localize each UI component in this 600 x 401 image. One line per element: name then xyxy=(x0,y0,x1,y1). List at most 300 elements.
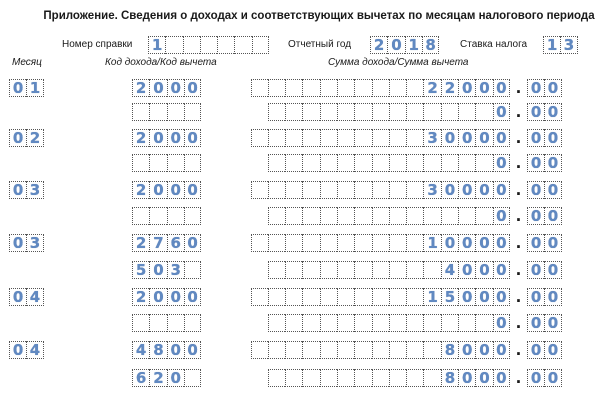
digit-cell: 0 xyxy=(184,181,201,199)
digit-cell: 0 xyxy=(527,369,544,387)
digit-cell: 7 xyxy=(149,234,166,252)
income-code-field xyxy=(132,129,201,147)
digit-cell: 0 xyxy=(493,154,510,172)
digit-cell: 0 xyxy=(527,207,544,225)
digit-cell: 0 xyxy=(184,288,201,306)
digit-cell xyxy=(302,79,319,97)
month-field xyxy=(9,288,44,306)
digit-cell xyxy=(354,369,371,387)
income-kopecks-field xyxy=(527,341,562,359)
digit-cell xyxy=(372,314,389,332)
digit-cell: 0 xyxy=(544,288,561,306)
digit-cell xyxy=(285,341,302,359)
tax-rate-label: Ставка налога xyxy=(460,39,528,50)
digit-cell xyxy=(149,314,166,332)
digit-cell xyxy=(475,207,492,225)
digit-cell xyxy=(406,181,423,199)
deduction-kopecks-field xyxy=(527,261,562,279)
digit-cell xyxy=(302,207,319,225)
income-amount-field xyxy=(251,79,510,97)
digit-cell xyxy=(268,129,285,147)
digit-cell: 0 xyxy=(475,369,492,387)
digit-cell: 8 xyxy=(422,36,439,54)
code-column-header: Код дохода/Код вычета xyxy=(105,57,217,68)
digit-cell xyxy=(302,181,319,199)
income-amount-field xyxy=(251,234,510,252)
digit-cell xyxy=(302,288,319,306)
deduction-code-field xyxy=(132,207,201,225)
digit-cell xyxy=(475,314,492,332)
digit-cell xyxy=(268,154,285,172)
digit-cell xyxy=(354,79,371,97)
income-row xyxy=(0,288,600,306)
digit-cell xyxy=(389,288,406,306)
digit-cell: 0 xyxy=(527,129,544,147)
digit-cell xyxy=(458,103,475,121)
digit-cell xyxy=(285,129,302,147)
digit-cell xyxy=(372,288,389,306)
digit-cell xyxy=(354,341,371,359)
digit-cell: 0 xyxy=(493,181,510,199)
digit-cell xyxy=(372,181,389,199)
deduction-row xyxy=(0,314,600,332)
digit-cell: 0 xyxy=(493,341,510,359)
digit-cell xyxy=(149,154,166,172)
digit-cell xyxy=(406,129,423,147)
digit-cell xyxy=(389,154,406,172)
digit-cell: 0 xyxy=(527,261,544,279)
digit-cell: 0 xyxy=(544,207,561,225)
deduction-amount-field xyxy=(268,314,510,332)
deduction-kopecks-field xyxy=(527,103,562,121)
digit-cell: 0 xyxy=(544,129,561,147)
digit-cell: 6 xyxy=(167,234,184,252)
digit-cell xyxy=(251,129,268,147)
digit-cell xyxy=(251,341,268,359)
digit-cell: 2 xyxy=(132,234,149,252)
digit-cell: 0 xyxy=(458,288,475,306)
deduction-code-field xyxy=(132,261,201,279)
decimal-point: . xyxy=(515,154,522,172)
digit-cell xyxy=(389,261,406,279)
digit-cell xyxy=(268,314,285,332)
digit-cell: 0 xyxy=(167,288,184,306)
digit-cell xyxy=(184,154,201,172)
digit-cell xyxy=(167,207,184,225)
digit-cell: 4 xyxy=(132,341,149,359)
digit-cell xyxy=(285,181,302,199)
digit-cell xyxy=(441,103,458,121)
digit-cell: 8 xyxy=(441,341,458,359)
digit-cell xyxy=(320,79,337,97)
digit-cell xyxy=(268,261,285,279)
digit-cell xyxy=(268,79,285,97)
month-group xyxy=(0,234,600,279)
digit-cell xyxy=(389,79,406,97)
digit-cell xyxy=(302,234,319,252)
digit-cell xyxy=(132,314,149,332)
digit-cell: 2 xyxy=(441,79,458,97)
digit-cell xyxy=(251,79,268,97)
digit-cell xyxy=(423,314,440,332)
decimal-point: . xyxy=(515,341,522,359)
income-amount-field xyxy=(251,288,510,306)
digit-cell: 0 xyxy=(527,314,544,332)
digit-cell: 1 xyxy=(148,36,165,54)
digit-cell: 0 xyxy=(544,181,561,199)
digit-cell xyxy=(406,341,423,359)
digit-cell xyxy=(337,234,354,252)
digit-cell xyxy=(285,79,302,97)
digit-cell xyxy=(302,369,319,387)
digit-cell: 0 xyxy=(493,129,510,147)
digit-cell: 1 xyxy=(26,79,43,97)
deduction-amount-field xyxy=(268,261,510,279)
digit-cell xyxy=(406,154,423,172)
certificate-number-label: Номер справки xyxy=(62,39,133,50)
digit-cell xyxy=(320,234,337,252)
deduction-amount-field xyxy=(268,369,510,387)
income-code-field xyxy=(132,341,201,359)
digit-cell xyxy=(337,261,354,279)
digit-cell: 8 xyxy=(441,369,458,387)
digit-cell xyxy=(354,261,371,279)
deduction-amount-field xyxy=(268,103,510,121)
digit-cell xyxy=(132,154,149,172)
digit-cell: 3 xyxy=(26,234,43,252)
income-code-field xyxy=(132,79,201,97)
digit-cell: 4 xyxy=(26,288,43,306)
digit-cell: 0 xyxy=(493,103,510,121)
digit-cell xyxy=(389,129,406,147)
digit-cell: 0 xyxy=(493,79,510,97)
digit-cell: 0 xyxy=(149,181,166,199)
digit-cell: 2 xyxy=(149,369,166,387)
digit-cell: 6 xyxy=(132,369,149,387)
digit-cell xyxy=(184,314,201,332)
deduction-row xyxy=(0,261,600,279)
month-group xyxy=(0,288,600,332)
deduction-amount-field xyxy=(268,207,510,225)
digit-cell xyxy=(268,181,285,199)
digit-cell xyxy=(337,288,354,306)
income-row xyxy=(0,341,600,359)
digit-cell: 0 xyxy=(184,79,201,97)
deduction-kopecks-field xyxy=(527,314,562,332)
digit-cell xyxy=(389,341,406,359)
decimal-point: . xyxy=(515,261,522,279)
digit-cell: 0 xyxy=(9,79,26,97)
deduction-amount-field xyxy=(268,154,510,172)
digit-cell: 2 xyxy=(370,36,387,54)
digit-cell: 0 xyxy=(458,79,475,97)
digit-cell: 2 xyxy=(423,79,440,97)
digit-cell xyxy=(372,129,389,147)
digit-cell xyxy=(251,288,268,306)
deduction-kopecks-field xyxy=(527,154,562,172)
digit-cell xyxy=(302,154,319,172)
digit-cell: 3 xyxy=(560,36,577,54)
digit-cell xyxy=(389,234,406,252)
digit-cell xyxy=(302,261,319,279)
digit-cell: 0 xyxy=(527,341,544,359)
deduction-row xyxy=(0,154,600,172)
digit-cell xyxy=(285,314,302,332)
digit-cell: 0 xyxy=(493,261,510,279)
decimal-point: . xyxy=(515,314,522,332)
digit-cell: 0 xyxy=(441,234,458,252)
digit-cell: 0 xyxy=(527,154,544,172)
digit-cell xyxy=(372,103,389,121)
digit-cell: 0 xyxy=(167,129,184,147)
digit-cell: 0 xyxy=(9,181,26,199)
digit-cell xyxy=(406,207,423,225)
digit-cell: 3 xyxy=(167,261,184,279)
deduction-row xyxy=(0,103,600,121)
digit-cell xyxy=(320,341,337,359)
digit-cell: 0 xyxy=(493,314,510,332)
digit-cell: 0 xyxy=(149,79,166,97)
digit-cell xyxy=(441,207,458,225)
digit-cell: 0 xyxy=(493,288,510,306)
deduction-code-field xyxy=(132,154,201,172)
decimal-point: . xyxy=(515,369,522,387)
digit-cell: 0 xyxy=(9,234,26,252)
income-kopecks-field xyxy=(527,79,562,97)
digit-cell xyxy=(389,369,406,387)
month-field xyxy=(9,129,44,147)
digit-cell xyxy=(423,207,440,225)
reporting-year-label: Отчетный год xyxy=(288,39,352,50)
decimal-point: . xyxy=(515,207,522,225)
digit-cell xyxy=(441,314,458,332)
digit-cell xyxy=(268,341,285,359)
income-row xyxy=(0,129,600,147)
decimal-point: . xyxy=(515,288,522,306)
digit-cell xyxy=(406,288,423,306)
digit-cell xyxy=(406,79,423,97)
digit-cell xyxy=(285,261,302,279)
digit-cell: 0 xyxy=(527,79,544,97)
digit-cell xyxy=(337,207,354,225)
digit-cell xyxy=(354,181,371,199)
digit-cell xyxy=(268,234,285,252)
digit-cell xyxy=(285,288,302,306)
digit-cell xyxy=(337,181,354,199)
digit-cell: 0 xyxy=(184,234,201,252)
digit-cell xyxy=(132,103,149,121)
digit-cell: 3 xyxy=(423,129,440,147)
digit-cell xyxy=(268,369,285,387)
digit-cell xyxy=(132,207,149,225)
digit-cell: 5 xyxy=(132,261,149,279)
digit-cell: 0 xyxy=(493,234,510,252)
digit-cell: 0 xyxy=(475,181,492,199)
digit-cell xyxy=(389,207,406,225)
digit-cell xyxy=(320,369,337,387)
digit-cell: 3 xyxy=(423,181,440,199)
income-row xyxy=(0,234,600,252)
digit-cell xyxy=(389,181,406,199)
digit-cell xyxy=(458,207,475,225)
digit-cell xyxy=(320,181,337,199)
digit-cell xyxy=(302,103,319,121)
digit-cell xyxy=(354,234,371,252)
digit-cell: 0 xyxy=(458,369,475,387)
digit-cell xyxy=(337,369,354,387)
digit-cell: 0 xyxy=(475,129,492,147)
income-code-field xyxy=(132,181,201,199)
digit-cell: 0 xyxy=(458,129,475,147)
digit-cell xyxy=(389,314,406,332)
digit-cell: 0 xyxy=(527,181,544,199)
digit-cell xyxy=(389,103,406,121)
digit-cell: 0 xyxy=(475,288,492,306)
digit-cell: 0 xyxy=(184,341,201,359)
digit-cell xyxy=(167,314,184,332)
income-code-field xyxy=(132,234,201,252)
digit-cell: 3 xyxy=(26,181,43,199)
digit-cell: 0 xyxy=(149,129,166,147)
digit-cell: 0 xyxy=(9,341,26,359)
digit-cell: 0 xyxy=(544,369,561,387)
digit-cell xyxy=(372,261,389,279)
digit-cell: 0 xyxy=(493,207,510,225)
digit-cell xyxy=(320,207,337,225)
digit-cell: 0 xyxy=(544,314,561,332)
digit-cell xyxy=(372,369,389,387)
digit-cell xyxy=(251,181,268,199)
digit-cell xyxy=(423,369,440,387)
digit-cell xyxy=(184,261,201,279)
digit-cell xyxy=(337,103,354,121)
month-group xyxy=(0,181,600,225)
digit-cell: 0 xyxy=(458,181,475,199)
form-title: Приложение. Сведения о доходах и соответствующих вычетах по месяцам налогового периода xyxy=(43,10,595,22)
digit-cell xyxy=(320,129,337,147)
digit-cell: 0 xyxy=(475,234,492,252)
digit-cell xyxy=(406,234,423,252)
digit-cell: 0 xyxy=(527,103,544,121)
digit-cell: 2 xyxy=(132,288,149,306)
digit-cell xyxy=(184,369,201,387)
digit-cell: 0 xyxy=(475,79,492,97)
digit-cell: 2 xyxy=(132,79,149,97)
digit-cell xyxy=(320,154,337,172)
digit-cell xyxy=(423,261,440,279)
digit-cell xyxy=(320,288,337,306)
digit-cell xyxy=(268,288,285,306)
digit-cell: 0 xyxy=(458,234,475,252)
income-row xyxy=(0,181,600,199)
digit-cell xyxy=(337,79,354,97)
digit-cell: 0 xyxy=(458,341,475,359)
decimal-point: . xyxy=(515,181,522,199)
digit-cell: 4 xyxy=(26,341,43,359)
digit-cell: 0 xyxy=(441,181,458,199)
decimal-point: . xyxy=(515,79,522,97)
digit-cell xyxy=(149,207,166,225)
month-field xyxy=(9,79,44,97)
digit-cell: 0 xyxy=(184,129,201,147)
amount-column-header: Сумма дохода/Сумма вычета xyxy=(328,57,469,68)
deduction-kopecks-field xyxy=(527,207,562,225)
digit-cell: 0 xyxy=(544,103,561,121)
digit-cell xyxy=(184,207,201,225)
digit-cell xyxy=(354,207,371,225)
digit-cell: 0 xyxy=(475,261,492,279)
month-field xyxy=(9,181,44,199)
digit-cell xyxy=(372,154,389,172)
digit-cell xyxy=(167,154,184,172)
digit-cell xyxy=(475,154,492,172)
digit-cell xyxy=(423,154,440,172)
digit-cell: 0 xyxy=(475,341,492,359)
digit-cell xyxy=(458,314,475,332)
decimal-point: . xyxy=(515,103,522,121)
digit-cell xyxy=(337,341,354,359)
digit-cell xyxy=(268,207,285,225)
digit-cell xyxy=(423,103,440,121)
digit-cell xyxy=(372,234,389,252)
digit-cell: 0 xyxy=(167,181,184,199)
digit-cell: 0 xyxy=(544,79,561,97)
deduction-code-field xyxy=(132,369,201,387)
income-row xyxy=(0,79,600,97)
digit-cell: 1 xyxy=(543,36,560,54)
digit-cell: 0 xyxy=(9,129,26,147)
digit-cell: 0 xyxy=(167,79,184,97)
digit-cell xyxy=(354,103,371,121)
digit-cell xyxy=(149,103,166,121)
decimal-point: . xyxy=(515,234,522,252)
digit-cell xyxy=(406,261,423,279)
digit-cell: 1 xyxy=(423,288,440,306)
month-group xyxy=(0,129,600,172)
digit-cell: 1 xyxy=(405,36,422,54)
digit-cell xyxy=(337,129,354,147)
digit-cell xyxy=(167,103,184,121)
digit-cell: 0 xyxy=(149,261,166,279)
digit-cell xyxy=(406,314,423,332)
income-kopecks-field xyxy=(527,181,562,199)
digit-cell xyxy=(184,103,201,121)
digit-cell xyxy=(372,207,389,225)
digit-cell xyxy=(302,314,319,332)
income-amount-field xyxy=(251,129,510,147)
digit-cell: 0 xyxy=(149,288,166,306)
digit-cell: 0 xyxy=(527,234,544,252)
digit-cell: 0 xyxy=(167,341,184,359)
digit-cell: 0 xyxy=(458,261,475,279)
income-code-field xyxy=(132,288,201,306)
digit-cell: 0 xyxy=(544,234,561,252)
digit-cell xyxy=(354,154,371,172)
digit-cell: 0 xyxy=(544,154,561,172)
month-field xyxy=(9,341,44,359)
digit-cell: 0 xyxy=(544,261,561,279)
income-kopecks-field xyxy=(527,129,562,147)
digit-cell xyxy=(406,369,423,387)
digit-cell xyxy=(354,314,371,332)
digit-cell xyxy=(285,369,302,387)
digit-cell xyxy=(441,154,458,172)
digit-cell: 0 xyxy=(493,369,510,387)
digit-cell xyxy=(372,341,389,359)
digit-cell: 2 xyxy=(132,129,149,147)
income-amount-field xyxy=(251,181,510,199)
deduction-code-field xyxy=(132,314,201,332)
